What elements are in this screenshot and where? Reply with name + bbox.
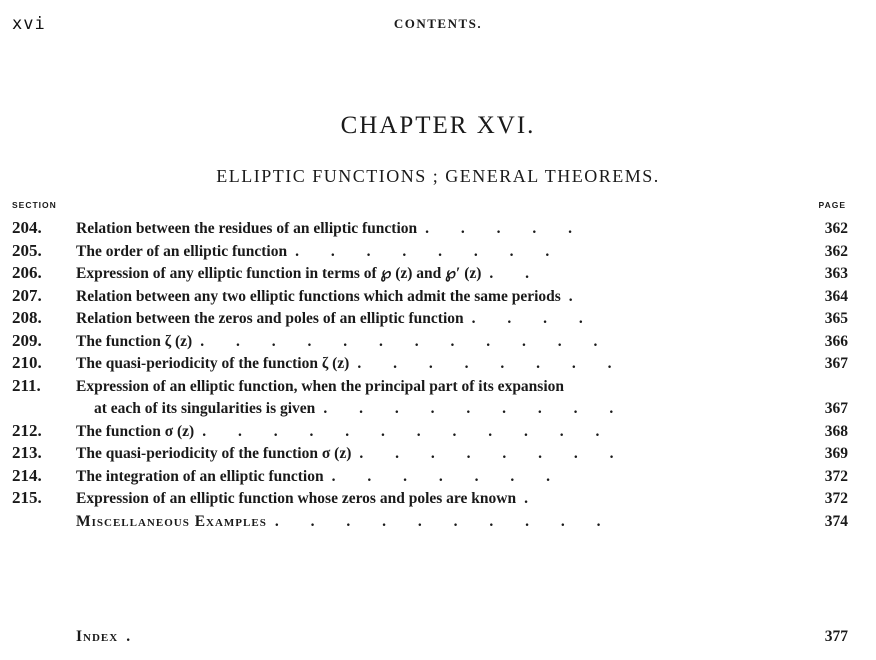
entry-title	[76, 443, 776, 466]
page-ref: 377	[824, 628, 848, 645]
entry-text: The function σ (z)	[76, 422, 195, 440]
page-ref: 372	[824, 490, 848, 507]
page-ref: 372	[824, 467, 848, 485]
entry-title	[76, 331, 776, 354]
toc-entry	[12, 331, 848, 354]
chapter-subtitle: ELLIPTIC FUNCTIONS ; GENERAL THEOREMS.	[216, 166, 660, 186]
section-number: 207.	[12, 285, 42, 305]
section-column-header: SECTION	[12, 200, 57, 210]
entry-title	[76, 218, 776, 241]
page-ref: 374	[824, 512, 848, 530]
leader-dots: .	[524, 490, 542, 507]
toc-entry	[12, 488, 848, 511]
entry-text: Miscellaneous Examples	[76, 512, 267, 530]
toc-entry	[12, 286, 848, 309]
toc-entry	[12, 466, 848, 489]
page-number: xvi	[12, 14, 46, 34]
leader-dots: . . . . . . . . . .	[274, 512, 615, 530]
leader-dots: . . . . . . . .	[359, 445, 628, 462]
chapter-title: CHAPTER XVI.	[340, 112, 536, 139]
toc-entry	[12, 443, 848, 466]
entry-title	[76, 286, 776, 309]
section-number: 204.	[12, 218, 42, 237]
entry-text-line2: at each of its singularities is given	[94, 400, 316, 417]
toc-entry	[12, 308, 848, 331]
column-headers	[12, 200, 846, 214]
entry-title	[76, 263, 776, 286]
entry-text: The quasi-periodicity of the function ζ (z)	[76, 355, 350, 372]
section-number: 208.	[12, 308, 42, 327]
entry-text: The order of an elliptic function	[76, 242, 288, 260]
entry-title	[76, 488, 776, 511]
entry-text: The function ζ (z)	[76, 332, 193, 350]
section-number: 211.	[12, 375, 41, 395]
page-ref: 366	[824, 332, 848, 350]
leader-dots: . . . . . . .	[331, 467, 564, 485]
section-number: 209.	[12, 330, 42, 350]
entry-text: Expression of an elliptic function, when the principal part of its expansion	[76, 377, 565, 395]
toc-entry	[12, 421, 848, 444]
toc-entry	[12, 218, 848, 241]
entry-text: Relation between any two elliptic functions which admit the same periods	[76, 287, 561, 305]
entry-text: Relation between the residues of an elliptic function	[76, 220, 418, 237]
toc-entry	[12, 376, 848, 421]
entry-title	[76, 353, 776, 376]
leader-dots: . . . . . . . . . . . .	[202, 422, 614, 440]
entry-title	[76, 241, 776, 264]
page-ref: 368	[824, 422, 848, 440]
page-ref: 364	[824, 287, 848, 305]
entry-text: Relation between the zeros and poles of an elliptic function	[76, 310, 464, 327]
running-head	[0, 14, 876, 44]
entry-title	[76, 421, 776, 444]
leader-dots: . . . . . . . . .	[323, 400, 628, 417]
leader-dots: . . . .	[471, 310, 597, 327]
page-ref: 367	[824, 355, 848, 372]
toc-list	[12, 218, 848, 533]
page-ref: 362	[824, 220, 848, 237]
toc-entry	[12, 241, 848, 264]
section-number: 213.	[12, 443, 42, 462]
entry-title	[76, 376, 776, 421]
entry-text-continued	[76, 398, 776, 421]
page-ref: 365	[824, 310, 848, 327]
toc-entry-index	[12, 626, 848, 648]
section-number: 214.	[12, 465, 42, 485]
entry-title	[76, 626, 776, 649]
running-title: CONTENTS.	[393, 16, 483, 31]
leader-dots: . . . . . . . .	[295, 242, 564, 260]
entry-text: Expression of any elliptic function in terms of ℘ (z) and ℘′ (z)	[76, 265, 482, 282]
leader-dots: .	[126, 628, 145, 645]
entry-text: The integration of an elliptic function	[76, 467, 324, 485]
entry-title	[76, 466, 776, 489]
page-ref: 369	[824, 445, 848, 462]
page-ref: 367	[824, 400, 848, 417]
entry-title	[76, 308, 776, 331]
entry-text: Expression of an elliptic function whose zeros and poles are known	[76, 490, 517, 507]
index-label: Index	[76, 628, 119, 645]
page-ref: 362	[824, 242, 848, 260]
entry-text: The quasi-periodicity of the function σ (z)	[76, 445, 352, 462]
section-number: 212.	[12, 420, 42, 440]
page-column-header: PAGE	[818, 200, 846, 210]
toc-entry	[12, 353, 848, 376]
section-number: 206.	[12, 263, 42, 282]
leader-dots: .	[568, 287, 587, 305]
leader-dots: . . . . . . . . . . . .	[200, 332, 612, 350]
section-number: 210.	[12, 353, 42, 372]
leader-dots: . . . . . . . .	[357, 355, 626, 372]
leader-dots: . .	[489, 265, 544, 282]
leader-dots: . . . . .	[425, 220, 587, 237]
section-number: 215.	[12, 488, 42, 507]
entry-title	[76, 511, 776, 534]
section-number: 205.	[12, 240, 42, 260]
page-ref: 363	[824, 265, 848, 282]
toc-entry-miscellaneous	[12, 511, 848, 534]
toc-entry	[12, 263, 848, 286]
